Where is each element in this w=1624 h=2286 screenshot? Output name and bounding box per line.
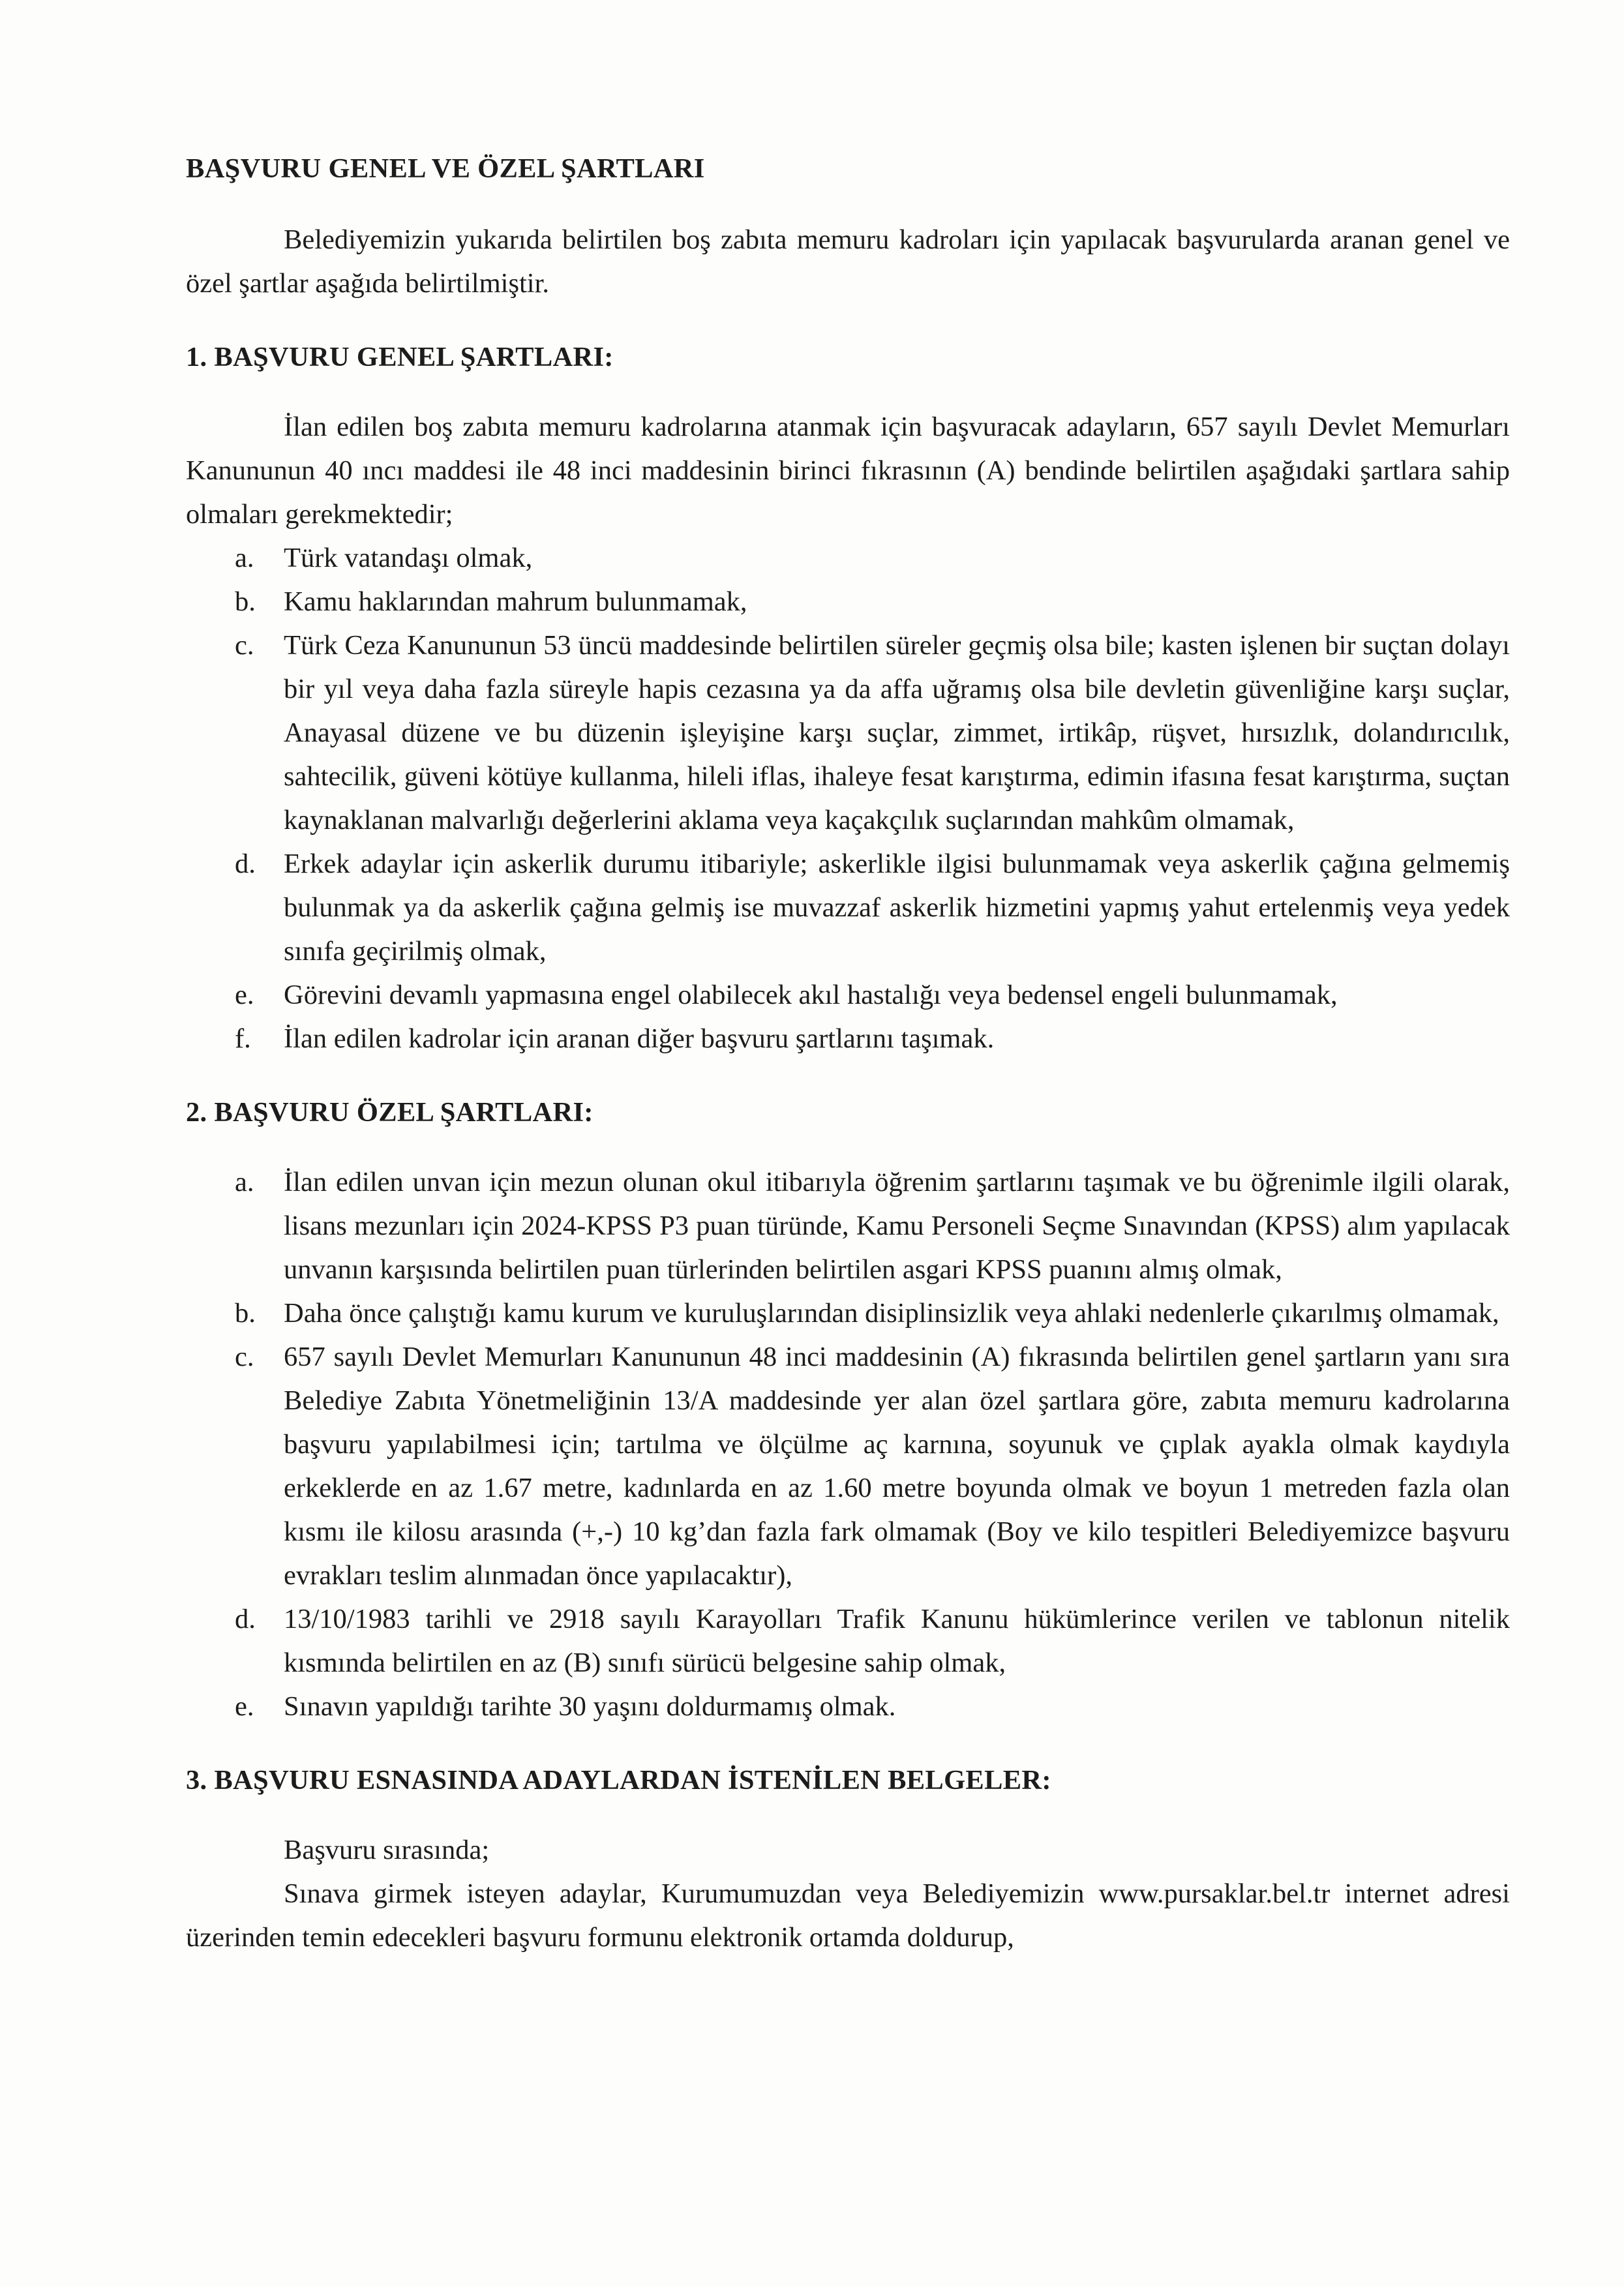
intro-paragraph: Belediyemizin yukarıda belirtilen boş zabıta memuru kadroları için yapılacak başvurularda aranan genel ve özel şartlar aşağıda belirtilmiştir. xyxy=(186,224,1510,299)
list-marker: b. xyxy=(235,586,256,617)
list-item xyxy=(186,536,1510,580)
list-item xyxy=(186,973,1510,1017)
list-item-text: İlan edilen kadrolar için aranan diğer başvuru şartlarını taşımak. xyxy=(284,1023,995,1054)
section-2-heading: 2. BAŞVURU ÖZEL ŞARTLARI: xyxy=(186,1097,594,1128)
list-item xyxy=(186,580,1510,624)
list-item xyxy=(186,1335,1510,1597)
list-item xyxy=(186,1291,1510,1335)
section-1-paragraph: İlan edilen boş zabıta memuru kadrolarına atanmak için başvuracak adayların, 657 sayılı Devlet Memurları Kanununun 40 ıncı maddesi ile 48 inci maddesinin birinci fıkrasının (A) bendinde belirtilen aşağıdaki şartlara sahip olmaları gerekmektedir; xyxy=(186,412,1510,530)
list-item-text: Kamu haklarından mahrum bulunmamak, xyxy=(284,586,747,617)
list-marker: c. xyxy=(235,630,254,661)
section-1-heading: 1. BAŞVURU GENEL ŞARTLARI: xyxy=(186,342,614,372)
list-marker: e. xyxy=(235,1691,254,1722)
list-item-text: Türk Ceza Kanununun 53 üncü maddesinde belirtilen süreler geçmiş olsa bile; kasten işlenen bir suçtan dolayı bir yıl veya daha fazla süreyle hapis cezasına ya da affa uğramış olsa bile devletin güvenliğine karşı suçlar, Anayasal düzene ve bu düzenin işleyişine karşı suçlar, zimmet, irtikâp, rüşvet, hırsızlık, dolandırıcılık, sahtecilik, güveni kötüye kullanma, hileli iflas, ihaleye fesat karıştırma, edimin ifasına fesat karıştırma, suçtan kaynaklanan malvarlığı değerlerini aklama veya kaçakçılık suçlarından mahkûm olmamak, xyxy=(284,630,1510,835)
list-item-text: Daha önce çalıştığı kamu kurum ve kuruluşlarından disiplinsizlik veya ahlaki nedenlerle çıkarılmış olmamak, xyxy=(284,1298,1499,1329)
list-marker: d. xyxy=(235,1604,256,1634)
list-marker: b. xyxy=(235,1298,256,1329)
section-3-paragraph: Sınava girmek isteyen adaylar, Kurumumuzdan veya Belediyemizin www.pursaklar.bel.tr internet adresi üzerinden temin edecekleri başvuru formunu elektronik ortamda doldurup, xyxy=(186,1878,1510,1953)
list-item-text: 13/10/1983 tarihli ve 2918 sayılı Karayolları Trafik Kanunu hükümlerince verilen ve tablonun nitelik kısmında belirtilen en az (B) sınıfı sürücü belgesine sahip olmak, xyxy=(284,1604,1510,1678)
list-marker: d. xyxy=(235,849,256,879)
list-item xyxy=(186,1685,1510,1728)
list-item xyxy=(186,1597,1510,1685)
section-3-intro: Başvuru sırasında; xyxy=(284,1835,490,1865)
list-marker: a. xyxy=(235,543,254,573)
list-item-text: 657 sayılı Devlet Memurları Kanununun 48 inci maddesinin (A) fıkrasında belirtilen genel şartların yanı sıra Belediye Zabıta Yönetmeliğinin 13/A maddesinde yer alan özel şartlara göre, zabıta memuru kadrolarına başvuru yapılabilmesi için; tartılma ve ölçülme aç karnına, soyunuk ve çıplak ayakla olmak kaydıyla erkeklerde en az 1.67 metre, kadınlarda en az 1.60 metre boyunda olmak ve boyun 1 metreden fazla olan kısmı ile kilosu arasında (+,-) 10 kg’dan fazla fark olmamak (Boy ve kilo tespitleri Belediyemizce başvuru evrakları teslim alınmadan önce yapılacaktır), xyxy=(284,1342,1510,1591)
list-item xyxy=(186,1160,1510,1291)
list-item xyxy=(186,842,1510,973)
section-1-list xyxy=(186,536,1510,1060)
list-marker: f. xyxy=(235,1023,251,1054)
section-2-list xyxy=(186,1160,1510,1728)
list-item-text: Görevini devamlı yapmasına engel olabilecek akıl hastalığı veya bedensel engeli bulunmamak, xyxy=(284,980,1338,1010)
list-item-text: Erkek adaylar için askerlik durumu itibariyle; askerlikle ilgisi bulunmamak veya askerlik çağına gelmemiş bulunmak ya da askerlik çağına gelmiş ise muvazzaf askerlik hizmetini yapmış yahut ertelenmiş veya yedek sınıfa geçirilmiş olmak, xyxy=(284,849,1510,967)
list-marker: e. xyxy=(235,980,254,1010)
list-item-text: Türk vatandaşı olmak, xyxy=(284,543,533,573)
document-body xyxy=(186,147,1510,1959)
list-marker: c. xyxy=(235,1342,254,1372)
list-item-text: Sınavın yapıldığı tarihte 30 yaşını doldurmamış olmak. xyxy=(284,1691,896,1722)
section-3-heading: 3. BAŞVURU ESNASINDA ADAYLARDAN İSTENİLEN BELGELER: xyxy=(186,1765,1051,1796)
list-item xyxy=(186,624,1510,842)
document-title: BAŞVURU GENEL VE ÖZEL ŞARTLARI xyxy=(186,153,705,184)
list-item xyxy=(186,1017,1510,1060)
list-item-text: İlan edilen unvan için mezun olunan okul itibarıyla öğrenim şartlarını taşımak ve bu öğrenimle ilgili olarak, lisans mezunları için 2024-KPSS P3 puan türünde, Kamu Personeli Seçme Sınavından (KPSS) alım yapılacak unvanın karşısında belirtilen puan türlerinden belirtilen asgari KPSS puanını almış olmak, xyxy=(284,1167,1510,1285)
list-marker: a. xyxy=(235,1167,254,1197)
